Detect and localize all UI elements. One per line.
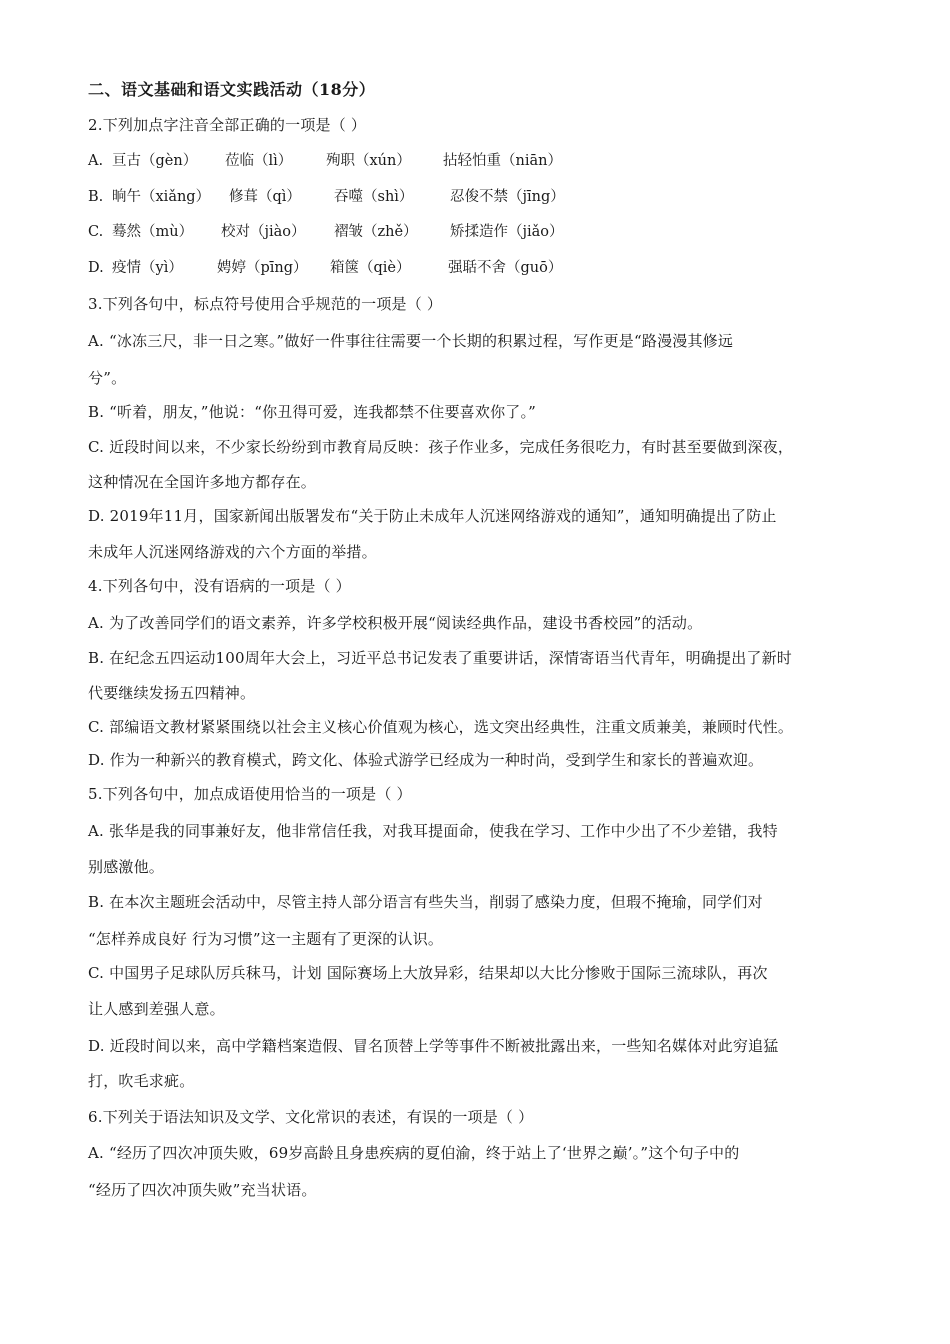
question-4-stem: 4.下列各句中，没有语病的一项是（ ） xyxy=(88,577,351,595)
question-5-stem: 5.下列各句中，加点成语使用恰当的一项是（ ） xyxy=(88,785,412,803)
pinyin-item: 晌午（xiǎng） xyxy=(112,189,211,205)
q3-text-line: A. “冰冻三尺，非一日之寒。”做好一件事往往需要一个长期的积累过程，写作更是“路漫漫其修远 xyxy=(88,332,734,350)
q4-text-line: B. 在纪念五四运动100周年大会上，习近平总书记发表了重要讲话，深情寄语当代青年，明确提出了新时 xyxy=(88,649,792,667)
question-6-stem: 6.下列关于语法知识及文学、文化常识的表述，有误的一项是（ ） xyxy=(88,1108,534,1126)
q6-text-line: A. “经历了四次冲顶失败，69岁高龄且身患疾病的夏伯渝，终于站上了‘世界之巅’。”这个句子中的 xyxy=(88,1144,740,1162)
q3-text-line: 这种情况在全国许多地方都存在。 xyxy=(88,473,317,491)
pinyin-item: 校对（jiào） xyxy=(221,224,306,240)
option-label: C. xyxy=(88,224,104,240)
question-3-stem: 3.下列各句中，标点符号使用合乎规范的一项是（ ） xyxy=(88,295,443,313)
q5-text-line: D. 近段时间以来，高中学籍档案造假、冒名顶替上学等事件不断被批露出来，一些知名媒体对此穷追猛 xyxy=(88,1037,779,1055)
pinyin-item: 箱箧（qiè） xyxy=(330,260,411,276)
pinyin-item: 忍俊不禁（jīng） xyxy=(450,189,565,205)
q4-text-line: D. 作为一种新兴的教育模式，跨文化、体验式游学已经成为一种时尚，受到学生和家长的普遍欢迎。 xyxy=(88,751,764,769)
q3-text-line: D. 2019年11月，国家新闻出版署发布“关于防止未成年人沉迷网络游戏的通知”，通知明确提出了防止 xyxy=(88,507,777,525)
q3-text-line: 兮”。 xyxy=(88,369,127,387)
q5-text-line: C. 中国男子足球队厉兵秣马，计划 国际赛场上大放异彩，结果却以大比分惨败于国际三流球队，再次 xyxy=(88,964,768,982)
pinyin-item: 修葺（qì） xyxy=(229,189,301,205)
pinyin-item: 殉职（xún） xyxy=(326,153,411,169)
pinyin-item: 矫揉造作（jiǎo） xyxy=(450,224,564,240)
option-label: D. xyxy=(88,260,104,276)
q5-text-line: 别感激他。 xyxy=(88,858,165,876)
q5-text-line: 打，吹毛求疵。 xyxy=(88,1072,195,1090)
q6-text-line: “经历了四次冲顶失败”充当状语。 xyxy=(88,1181,317,1199)
pinyin-item: 疫情（yì） xyxy=(112,260,183,276)
q5-text-line: A. 张华是我的同事兼好友，他非常信任我，对我耳提面命，使我在学习、工作中少出了不少差错，我特 xyxy=(88,822,778,840)
pinyin-item: 褶皱（zhě） xyxy=(334,224,418,240)
q3-text-line: B. “听着，朋友，”他说：“你丑得可爱，连我都禁不住要喜欢你了。” xyxy=(88,403,537,421)
pinyin-item: 亘古（gèn） xyxy=(112,153,198,169)
pinyin-item: 娉婷（pīng） xyxy=(217,260,308,276)
option-label: A. xyxy=(88,153,104,169)
q3-text-line: 未成年人沉迷网络游戏的六个方面的举措。 xyxy=(88,543,377,561)
question-2-stem: 2.下列加点字注音全部正确的一项是（ ） xyxy=(88,116,367,134)
section-title: 二、语文基础和语文实践活动（18分） xyxy=(88,80,376,99)
q5-text-line: 让人感到差强人意。 xyxy=(88,1000,225,1018)
pinyin-item: 蓦然（mù） xyxy=(112,224,194,240)
q4-text-line: 代要继续发扬五四精神。 xyxy=(88,684,256,702)
q4-text-line: C. 部编语文教材紧紧围绕以社会主义核心价值观为核心，选文突出经典性，注重文质兼美，兼顾时代性。 xyxy=(88,718,794,736)
q3-text-line: C. 近段时间以来，不少家长纷纷到市教育局反映：孩子作业多，完成任务很吃力，有时甚至要做到深夜， xyxy=(88,438,794,456)
option-label: B. xyxy=(88,189,104,205)
q4-text-line: A. 为了改善同学们的语文素养，许多学校积极开展“阅读经典作品，建设书香校园”的活动。 xyxy=(88,614,703,632)
q5-text-line: B. 在本次主题班会活动中，尽管主持人部分语言有些失当，削弱了感染力度，但瑕不掩瑜，同学们对 xyxy=(88,893,763,911)
pinyin-item: 强聒不舍（guō） xyxy=(448,260,563,276)
pinyin-item: 拈轻怕重（niān） xyxy=(443,153,562,169)
pinyin-item: 吞噬（shì） xyxy=(334,189,414,205)
q5-text-line: “怎样养成良好 行为习惯”这一主题有了更深的认识。 xyxy=(88,930,444,948)
pinyin-item: 莅临（lì） xyxy=(225,153,293,169)
